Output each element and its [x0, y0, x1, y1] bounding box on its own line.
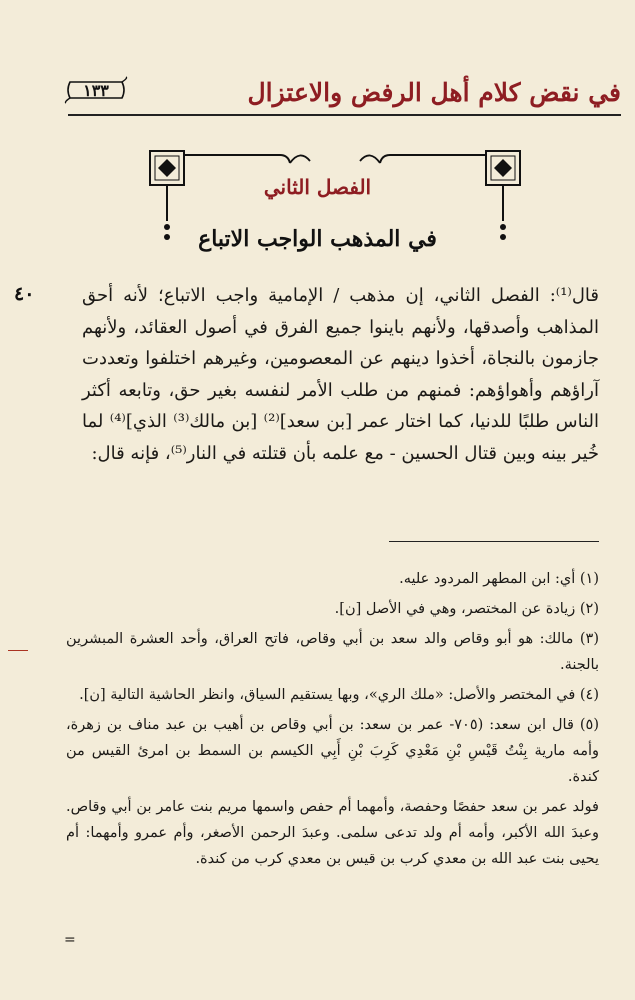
continuation-mark: =: [64, 932, 76, 948]
footnote-2: (٢) زيادة عن المختصر، وهي في الأصل [ن].: [334, 601, 599, 617]
margin-tick: [8, 650, 28, 651]
page-number-badge: [64, 76, 128, 104]
footnotes: [66, 566, 599, 872]
chapter-label: الفصل الثاني: [263, 175, 372, 199]
footnote-5: (٥) قال ابن سعد: (٧٠٥- عمر بن سعد: بن أبي وقاص بن أهيب بن عبد مناف بن زهرة، وأمه مارية بِنْتُ قَيْسِ بْنِ مَعْدِي كَرِبَ بْنِ أَبِي الكيسم بن السمط بن امرئ القيس من كندة.: [66, 717, 599, 785]
footnote-separator: [389, 541, 599, 542]
book-title: في نقض كلام أهل الرفض والاعتزال: [247, 78, 621, 107]
footnote-1: (١) أي: ابن المطهر المردود عليه.: [399, 571, 599, 587]
main-paragraph: قال⁽¹⁾: الفصل الثاني، إن مذهب / الإمامية واجب الاتباع؛ لأنه أحق المذاهب وأصدقها، ولأنهم باينوا جميع الفرق في أصول العقائد، ولأنهم جازمون بالنجاة، أخذوا دينهم عن المعصومين، وغيرهم اختلفوا وتعددت آراؤهم وأهواؤهم: فمنهم من طلب الأمر لنفسه بغير حق، وتابعه أكثر الناس طلبًا للدنيا، كما اختار عمر [بن سعد]⁽²⁾ [بن مالك⁽³⁾ الذي]⁽⁴⁾ لما خُير بينه وبين قتال الحسين - مع علمه بأن قتلته في النار⁽⁵⁾، فإنه قال:: [82, 285, 600, 464]
footnote-3: (٣) مالك: هو أبو وقاص والد سعد بن أبي وقاص، فاتح العراق، وأحد العشرة المبشرين بالجنة.: [66, 631, 599, 673]
header-rule: [68, 114, 621, 116]
chapter-heading: في المذهب الواجب الاتباع: [198, 226, 437, 252]
running-header: [72, 72, 621, 118]
margin-folio-number: ٤٠: [14, 283, 35, 305]
footnote-4: (٤) في المختصر والأصل: «ملك الري»، وبها يستقيم السياق، وانظر الحاشية التالية [ن].: [79, 687, 599, 703]
page-number: ١٣٣: [83, 81, 109, 100]
main-text: [82, 280, 599, 470]
footnote-5-continued: فولد عمر بن سعد حفصًا وحفصة، وأمهما أم حفص واسمها مريم بنت عامر بن أبي وقاص. وعبدَ الله الأكبر، وأمه أم ولد تدعى سلمى. وعبدَ الرحمن الأصغر، وأم عمرو وأمهما: أم يحيى بنت عبد الله بن معدي كرب بن قيس بن معدي كرب من كندة.: [66, 799, 599, 867]
